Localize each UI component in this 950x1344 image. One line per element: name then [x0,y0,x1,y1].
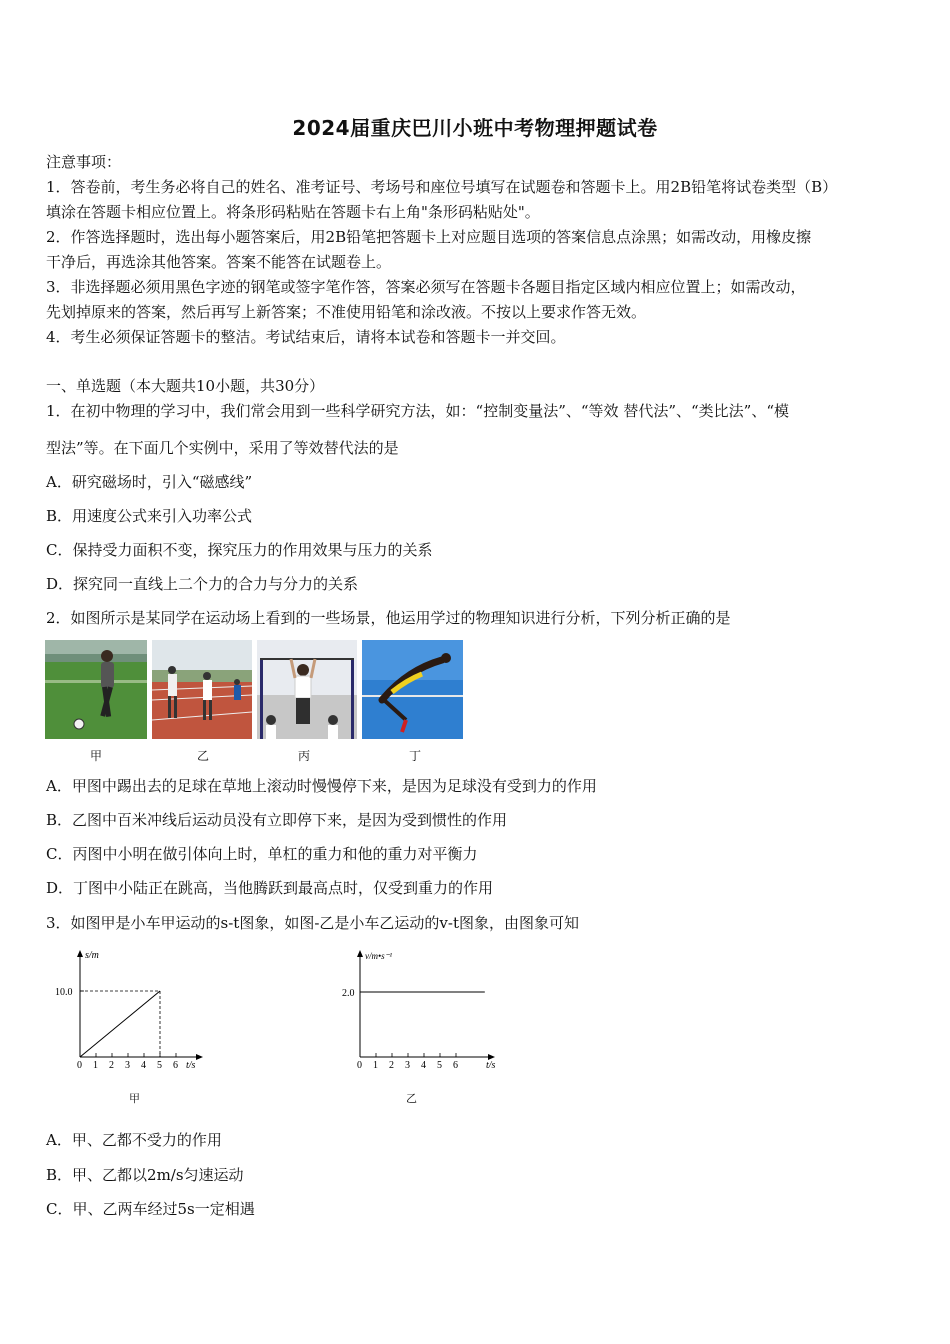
notice-line: 填涂在答题卡相应位置上。将条形码粘贴在答题卡右上角"条形码粘贴处"。 [46,203,540,221]
section-heading: 一、单选题（本大题共10小题，共30分） [46,377,325,395]
x-tick-label: 3 [125,1060,130,1071]
x-tick-label: 3 [405,1060,410,1071]
sprint-photo [152,640,252,739]
x-tick-label: 1 [373,1060,378,1071]
x-axis-label: t/s [486,1060,496,1071]
graph-caption: 乙 [406,1092,417,1105]
q2-option-c: C．丙图中小明在做引体向上时，单杠的重力和他的重力对平衡力 [46,845,478,863]
photo-caption: 甲 [89,749,102,763]
x-tick-label: 6 [453,1060,458,1071]
series-line [80,991,160,1057]
x-tick-label: 4 [141,1060,146,1071]
photo-caption: 丁 [408,749,421,763]
y-tick-label: 10.0 [55,987,73,998]
q2-option-d: D．丁图中小陆正在跳高，当他腾跃到最高点时，仅受到重力的作用 [46,879,494,897]
q3-option-b: B．甲、乙都以2m/s匀速运动 [46,1166,244,1184]
x-tick-label: 0 [77,1060,82,1071]
notice-heading: 注意事项： [46,153,122,171]
vt-graph [330,945,510,1075]
x-axis-arrow [196,1054,203,1060]
x-tick-label: 0 [357,1060,362,1071]
x-tick-label: 2 [109,1060,114,1071]
soccer-photo [45,640,147,739]
x-tick-label: 2 [389,1060,394,1071]
pullup-photo [257,640,357,739]
x-tick-label: 5 [437,1060,442,1071]
q1-stem: 1．在初中物理的学习中，我们常会用到一些科学研究方法，如：“控制变量法”、“等效 替代法”、“类比法”、“模 [46,402,789,420]
x-tick-label: 4 [421,1060,426,1071]
q1-stem: 型法”等。在下面几个实例中，采用了等效替代法的是 [46,439,399,457]
x-tick-label: 6 [173,1060,178,1071]
notice-line: 3．非选择题必须用黑色字迹的钢笔或签字笔作答，答案必须写在答题卡各题目指定区域内相应位置上；如需改动， [46,278,806,296]
q1-option-a: A．研究磁场时，引入“磁感线” [46,473,253,491]
notice-line: 干净后，再选涂其他答案。答案不能答在试题卷上。 [46,253,392,271]
q1-option-c: C．保持受力面积不变，探究压力的作用效果与压力的关系 [46,541,433,559]
y-tick-label: 2.0 [342,988,355,999]
x-axis-label: t/s [186,1060,196,1071]
q3-option-a: A．甲、乙都不受力的作用 [46,1131,222,1149]
st-graph [45,945,215,1075]
notice-line: 先划掉原来的答案，然后再写上新答案；不准使用铅笔和涂改液。不按以上要求作答无效。 [46,303,647,321]
notice-line: 4．考生必须保证答题卡的整洁。考试结束后，请将本试卷和答题卡一并交回。 [46,328,566,346]
graph-caption: 甲 [129,1092,140,1105]
x-tick-label: 1 [93,1060,98,1071]
photo-caption: 丙 [297,749,310,763]
q3-stem: 3．如图甲是小车甲运动的s-t图象，如图-乙是小车乙运动的v-t图象，由图象可知 [46,914,579,932]
q3-option-c: C．甲、乙两车经过5s一定相遇 [46,1200,255,1218]
y-axis-arrow [357,950,363,957]
q1-option-d: D．探究同一直线上二个力的合力与分力的关系 [46,575,359,593]
q2-option-a: A．甲图中踢出去的足球在草地上滚动时慢慢停下来，是因为足球没有受到力的作用 [46,777,597,795]
q2-option-b: B．乙图中百米冲线后运动员没有立即停下来，是因为受到惯性的作用 [46,811,508,829]
photo-caption: 乙 [196,749,209,763]
notice-line: 1．答卷前，考生务必将自己的姓名、准考证号、考场号和座位号填写在试题卷和答题卡上。用2B铅笔将试卷类型（B） [46,178,838,196]
q2-stem: 2．如图所示是某同学在运动场上看到的一些场景，他运用学过的物理知识进行分析，下列分析正确的是 [46,609,731,627]
page-title: 2024届重庆巴川小班中考物理押题试卷 [292,116,658,140]
q1-option-b: B．用速度公式来引入功率公式 [46,507,253,525]
x-tick-label: 5 [157,1060,162,1071]
y-axis-label: v/m•s⁻¹ [365,951,393,961]
notice-line: 2．作答选择题时，选出每小题答案后，用2B铅笔把答题卡上对应题目选项的答案信息点涂黑；如需改动，用橡皮擦 [46,228,812,246]
highjump-photo [362,640,463,739]
y-axis-label: s/m [85,950,99,961]
y-axis-arrow [77,950,83,957]
